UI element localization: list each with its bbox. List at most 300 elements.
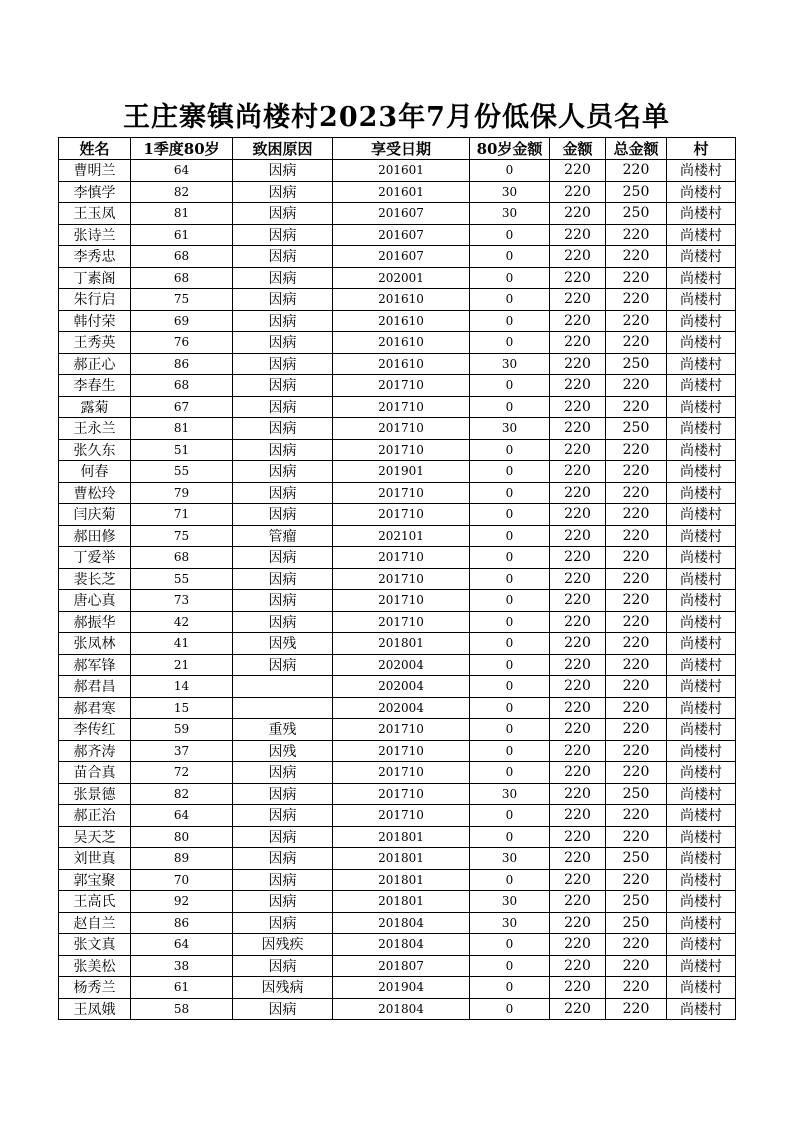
cell-start-date: 201807 [333,955,470,977]
cell-amount: 220 [550,697,606,719]
cell-total: 250 [606,912,667,934]
table-row [59,504,736,526]
cell-name: 曹明兰 [59,160,131,182]
cell-name: 李传红 [59,719,131,741]
cell-start-date: 201801 [333,869,470,891]
cell-name: 王秀英 [59,332,131,354]
cell-reason: 管瘤 [233,525,333,547]
cell-name: 曹松玲 [59,482,131,504]
cell-name: 郝田修 [59,525,131,547]
cell-village: 尚楼村 [667,719,736,741]
cell-village: 尚楼村 [667,869,736,891]
table-row [59,719,736,741]
table-row [59,826,736,848]
cell-elderly-bonus: 0 [470,934,550,956]
cell-reason: 因病 [233,289,333,311]
cell-village: 尚楼村 [667,955,736,977]
table-row [59,461,736,483]
cell-amount: 220 [550,568,606,590]
header-start-date: 享受日期 [333,138,470,160]
cell-total: 220 [606,482,667,504]
cell-reason: 因病 [233,654,333,676]
cell-elderly-bonus: 0 [470,568,550,590]
cell-total: 220 [606,611,667,633]
cell-amount: 220 [550,525,606,547]
cell-village: 尚楼村 [667,160,736,182]
cell-amount: 220 [550,396,606,418]
cell-start-date: 201607 [333,224,470,246]
cell-start-date: 201801 [333,826,470,848]
cell-age: 58 [131,998,233,1020]
table-header-row [59,138,736,160]
table-row [59,934,736,956]
cell-elderly-bonus: 0 [470,740,550,762]
cell-reason: 因病 [233,396,333,418]
table-body [59,160,736,1020]
cell-name: 郝齐涛 [59,740,131,762]
cell-start-date: 201804 [333,912,470,934]
cell-amount: 220 [550,848,606,870]
cell-start-date: 201904 [333,977,470,999]
cell-start-date: 201710 [333,740,470,762]
cell-amount: 220 [550,719,606,741]
cell-name: 丁素阁 [59,267,131,289]
cell-village: 尚楼村 [667,891,736,913]
cell-amount: 220 [550,955,606,977]
cell-elderly-bonus: 0 [470,805,550,827]
cell-name: 朱行启 [59,289,131,311]
cell-village: 尚楼村 [667,740,736,762]
cell-start-date: 201710 [333,568,470,590]
cell-start-date: 201801 [333,891,470,913]
cell-age: 55 [131,461,233,483]
cell-total: 220 [606,504,667,526]
table-row [59,310,736,332]
cell-elderly-bonus: 0 [470,547,550,569]
cell-total: 220 [606,525,667,547]
cell-age: 64 [131,160,233,182]
cell-village: 尚楼村 [667,375,736,397]
cell-elderly-bonus: 30 [470,181,550,203]
table-row [59,633,736,655]
cell-amount: 220 [550,547,606,569]
cell-village: 尚楼村 [667,418,736,440]
roster-table [58,137,736,1020]
cell-age: 64 [131,934,233,956]
cell-total: 220 [606,547,667,569]
cell-total: 220 [606,224,667,246]
cell-amount: 220 [550,783,606,805]
cell-name: 郝振华 [59,611,131,633]
table-row [59,912,736,934]
cell-age: 14 [131,676,233,698]
cell-reason: 因病 [233,224,333,246]
cell-village: 尚楼村 [667,568,736,590]
cell-name: 郝军锋 [59,654,131,676]
table-row [59,547,736,569]
cell-name: 张诗兰 [59,224,131,246]
cell-name: 郭宝聚 [59,869,131,891]
table-row [59,482,736,504]
cell-village: 尚楼村 [667,762,736,784]
cell-start-date: 201710 [333,375,470,397]
cell-elderly-bonus: 30 [470,848,550,870]
cell-reason: 因病 [233,891,333,913]
cell-reason: 因病 [233,332,333,354]
cell-amount: 220 [550,611,606,633]
table-row [59,181,736,203]
cell-village: 尚楼村 [667,998,736,1020]
cell-age: 69 [131,310,233,332]
cell-elderly-bonus: 0 [470,697,550,719]
cell-reason: 因病 [233,461,333,483]
cell-total: 220 [606,977,667,999]
cell-name: 郝正治 [59,805,131,827]
cell-age: 61 [131,224,233,246]
cell-amount: 220 [550,439,606,461]
cell-amount: 220 [550,912,606,934]
cell-reason: 因病 [233,826,333,848]
header-reason: 致困原因 [233,138,333,160]
table-row [59,418,736,440]
cell-start-date: 201710 [333,439,470,461]
cell-amount: 220 [550,332,606,354]
header-name: 姓名 [59,138,131,160]
cell-village: 尚楼村 [667,611,736,633]
cell-reason: 因病 [233,568,333,590]
cell-start-date: 201710 [333,547,470,569]
table-row [59,224,736,246]
cell-elderly-bonus: 0 [470,396,550,418]
cell-start-date: 201710 [333,418,470,440]
cell-amount: 220 [550,418,606,440]
cell-start-date: 201804 [333,934,470,956]
table-row [59,762,736,784]
cell-reason: 因病 [233,418,333,440]
cell-reason: 因残病 [233,977,333,999]
cell-village: 尚楼村 [667,525,736,547]
table-row [59,353,736,375]
cell-age: 73 [131,590,233,612]
cell-total: 220 [606,310,667,332]
cell-elderly-bonus: 0 [470,654,550,676]
cell-age: 92 [131,891,233,913]
cell-age: 68 [131,267,233,289]
table-row [59,955,736,977]
cell-start-date: 202101 [333,525,470,547]
cell-start-date: 201607 [333,203,470,225]
cell-total: 250 [606,203,667,225]
cell-reason: 因病 [233,353,333,375]
cell-age: 70 [131,869,233,891]
cell-reason [233,676,333,698]
cell-reason: 因病 [233,203,333,225]
cell-start-date: 201710 [333,783,470,805]
cell-start-date: 201710 [333,719,470,741]
cell-village: 尚楼村 [667,246,736,268]
cell-total: 250 [606,418,667,440]
cell-elderly-bonus: 0 [470,224,550,246]
cell-total: 220 [606,461,667,483]
cell-elderly-bonus: 0 [470,289,550,311]
cell-village: 尚楼村 [667,504,736,526]
cell-reason: 因病 [233,439,333,461]
cell-reason: 因病 [233,590,333,612]
cell-age: 38 [131,955,233,977]
cell-village: 尚楼村 [667,697,736,719]
cell-amount: 220 [550,805,606,827]
cell-elderly-bonus: 0 [470,611,550,633]
cell-village: 尚楼村 [667,934,736,956]
table-row [59,203,736,225]
cell-total: 220 [606,740,667,762]
cell-elderly-bonus: 30 [470,418,550,440]
cell-age: 61 [131,977,233,999]
table-row [59,568,736,590]
cell-reason: 因病 [233,955,333,977]
cell-start-date: 201610 [333,332,470,354]
cell-age: 89 [131,848,233,870]
cell-age: 42 [131,611,233,633]
cell-amount: 220 [550,590,606,612]
cell-name: 何春 [59,461,131,483]
table-row [59,697,736,719]
cell-total: 220 [606,676,667,698]
cell-total: 220 [606,654,667,676]
cell-village: 尚楼村 [667,310,736,332]
cell-age: 21 [131,654,233,676]
cell-start-date: 201601 [333,160,470,182]
cell-name: 郝君昌 [59,676,131,698]
cell-age: 82 [131,783,233,805]
cell-reason: 因病 [233,762,333,784]
table-row [59,439,736,461]
cell-total: 250 [606,848,667,870]
cell-total: 220 [606,396,667,418]
cell-village: 尚楼村 [667,439,736,461]
cell-amount: 220 [550,224,606,246]
cell-village: 尚楼村 [667,848,736,870]
cell-elderly-bonus: 0 [470,332,550,354]
cell-village: 尚楼村 [667,805,736,827]
cell-name: 王凤娥 [59,998,131,1020]
cell-elderly-bonus: 0 [470,998,550,1020]
cell-amount: 220 [550,934,606,956]
cell-name: 露菊 [59,396,131,418]
cell-total: 220 [606,934,667,956]
cell-name: 李春生 [59,375,131,397]
cell-start-date: 202004 [333,676,470,698]
cell-amount: 220 [550,654,606,676]
cell-age: 86 [131,912,233,934]
cell-total: 220 [606,955,667,977]
table-row [59,289,736,311]
cell-name: 郝正心 [59,353,131,375]
cell-start-date: 201710 [333,805,470,827]
cell-village: 尚楼村 [667,181,736,203]
cell-name: 张美松 [59,955,131,977]
cell-age: 59 [131,719,233,741]
table-row [59,676,736,698]
cell-total: 220 [606,267,667,289]
cell-amount: 220 [550,267,606,289]
cell-name: 闫庆菊 [59,504,131,526]
cell-name: 李秀忠 [59,246,131,268]
cell-total: 250 [606,181,667,203]
cell-amount: 220 [550,353,606,375]
cell-amount: 220 [550,160,606,182]
cell-elderly-bonus: 0 [470,461,550,483]
cell-name: 裴长芝 [59,568,131,590]
cell-elderly-bonus: 0 [470,955,550,977]
cell-start-date: 201710 [333,504,470,526]
cell-amount: 220 [550,676,606,698]
cell-total: 220 [606,869,667,891]
header-village: 村 [667,138,736,160]
cell-total: 220 [606,590,667,612]
cell-amount: 220 [550,826,606,848]
cell-village: 尚楼村 [667,912,736,934]
cell-elderly-bonus: 0 [470,310,550,332]
cell-village: 尚楼村 [667,353,736,375]
table-row [59,654,736,676]
cell-age: 41 [131,633,233,655]
table-row [59,332,736,354]
header-age-q1: 1季度80岁 [131,138,233,160]
cell-start-date: 201601 [333,181,470,203]
cell-elderly-bonus: 30 [470,783,550,805]
table-row [59,590,736,612]
cell-village: 尚楼村 [667,332,736,354]
cell-age: 81 [131,203,233,225]
cell-name: 李慎学 [59,181,131,203]
table-row [59,783,736,805]
table-row [59,375,736,397]
cell-name: 王永兰 [59,418,131,440]
cell-start-date: 201610 [333,353,470,375]
cell-age: 71 [131,504,233,526]
table-row [59,396,736,418]
cell-village: 尚楼村 [667,977,736,999]
cell-age: 72 [131,762,233,784]
cell-elderly-bonus: 0 [470,762,550,784]
cell-reason: 因病 [233,998,333,1020]
cell-start-date: 201901 [333,461,470,483]
cell-elderly-bonus: 0 [470,504,550,526]
cell-name: 张凤林 [59,633,131,655]
cell-name: 张景德 [59,783,131,805]
cell-name: 丁爱举 [59,547,131,569]
cell-amount: 220 [550,633,606,655]
cell-amount: 220 [550,891,606,913]
cell-name: 吴天芝 [59,826,131,848]
cell-village: 尚楼村 [667,224,736,246]
cell-reason: 因病 [233,547,333,569]
cell-elderly-bonus: 0 [470,246,550,268]
cell-elderly-bonus: 0 [470,719,550,741]
cell-age: 68 [131,547,233,569]
cell-reason: 因病 [233,805,333,827]
cell-elderly-bonus: 0 [470,977,550,999]
header-total: 总金额 [606,138,667,160]
cell-age: 86 [131,353,233,375]
cell-start-date: 201710 [333,482,470,504]
cell-amount: 220 [550,375,606,397]
cell-start-date: 201801 [333,848,470,870]
cell-total: 220 [606,332,667,354]
cell-amount: 220 [550,504,606,526]
cell-name: 杨秀兰 [59,977,131,999]
cell-name: 唐心真 [59,590,131,612]
cell-elderly-bonus: 0 [470,267,550,289]
cell-reason: 因病 [233,267,333,289]
cell-reason: 因病 [233,160,333,182]
cell-total: 220 [606,719,667,741]
cell-elderly-bonus: 30 [470,891,550,913]
cell-elderly-bonus: 0 [470,826,550,848]
cell-total: 220 [606,246,667,268]
cell-name: 韩付荣 [59,310,131,332]
cell-amount: 220 [550,482,606,504]
cell-total: 220 [606,289,667,311]
cell-reason: 因病 [233,375,333,397]
cell-amount: 220 [550,181,606,203]
cell-age: 75 [131,525,233,547]
cell-reason: 因残疾 [233,934,333,956]
cell-reason: 因病 [233,504,333,526]
cell-total: 250 [606,783,667,805]
table-row [59,848,736,870]
table-row [59,525,736,547]
cell-elderly-bonus: 0 [470,869,550,891]
table-row [59,977,736,999]
table-row [59,267,736,289]
page-title: 王庄寨镇尚楼村2023年7月份低保人员名单 [123,102,670,133]
cell-age: 81 [131,418,233,440]
cell-start-date: 202004 [333,697,470,719]
cell-start-date: 201607 [333,246,470,268]
cell-total: 250 [606,353,667,375]
cell-amount: 220 [550,289,606,311]
cell-age: 55 [131,568,233,590]
table-row [59,611,736,633]
cell-elderly-bonus: 0 [470,676,550,698]
cell-elderly-bonus: 0 [470,160,550,182]
cell-elderly-bonus: 0 [470,525,550,547]
cell-elderly-bonus: 30 [470,912,550,934]
cell-start-date: 201804 [333,998,470,1020]
header-elderly-bonus: 80岁金额 [470,138,550,160]
cell-age: 51 [131,439,233,461]
cell-amount: 220 [550,310,606,332]
cell-reason: 因病 [233,310,333,332]
cell-name: 王玉凤 [59,203,131,225]
cell-reason: 因病 [233,246,333,268]
cell-reason: 因病 [233,783,333,805]
cell-name: 苗合真 [59,762,131,784]
cell-start-date: 201710 [333,611,470,633]
table-row [59,805,736,827]
cell-reason: 因病 [233,611,333,633]
cell-age: 79 [131,482,233,504]
cell-village: 尚楼村 [667,461,736,483]
cell-amount: 220 [550,762,606,784]
cell-reason [233,697,333,719]
cell-age: 37 [131,740,233,762]
cell-age: 68 [131,246,233,268]
cell-village: 尚楼村 [667,826,736,848]
header-amount: 金额 [550,138,606,160]
